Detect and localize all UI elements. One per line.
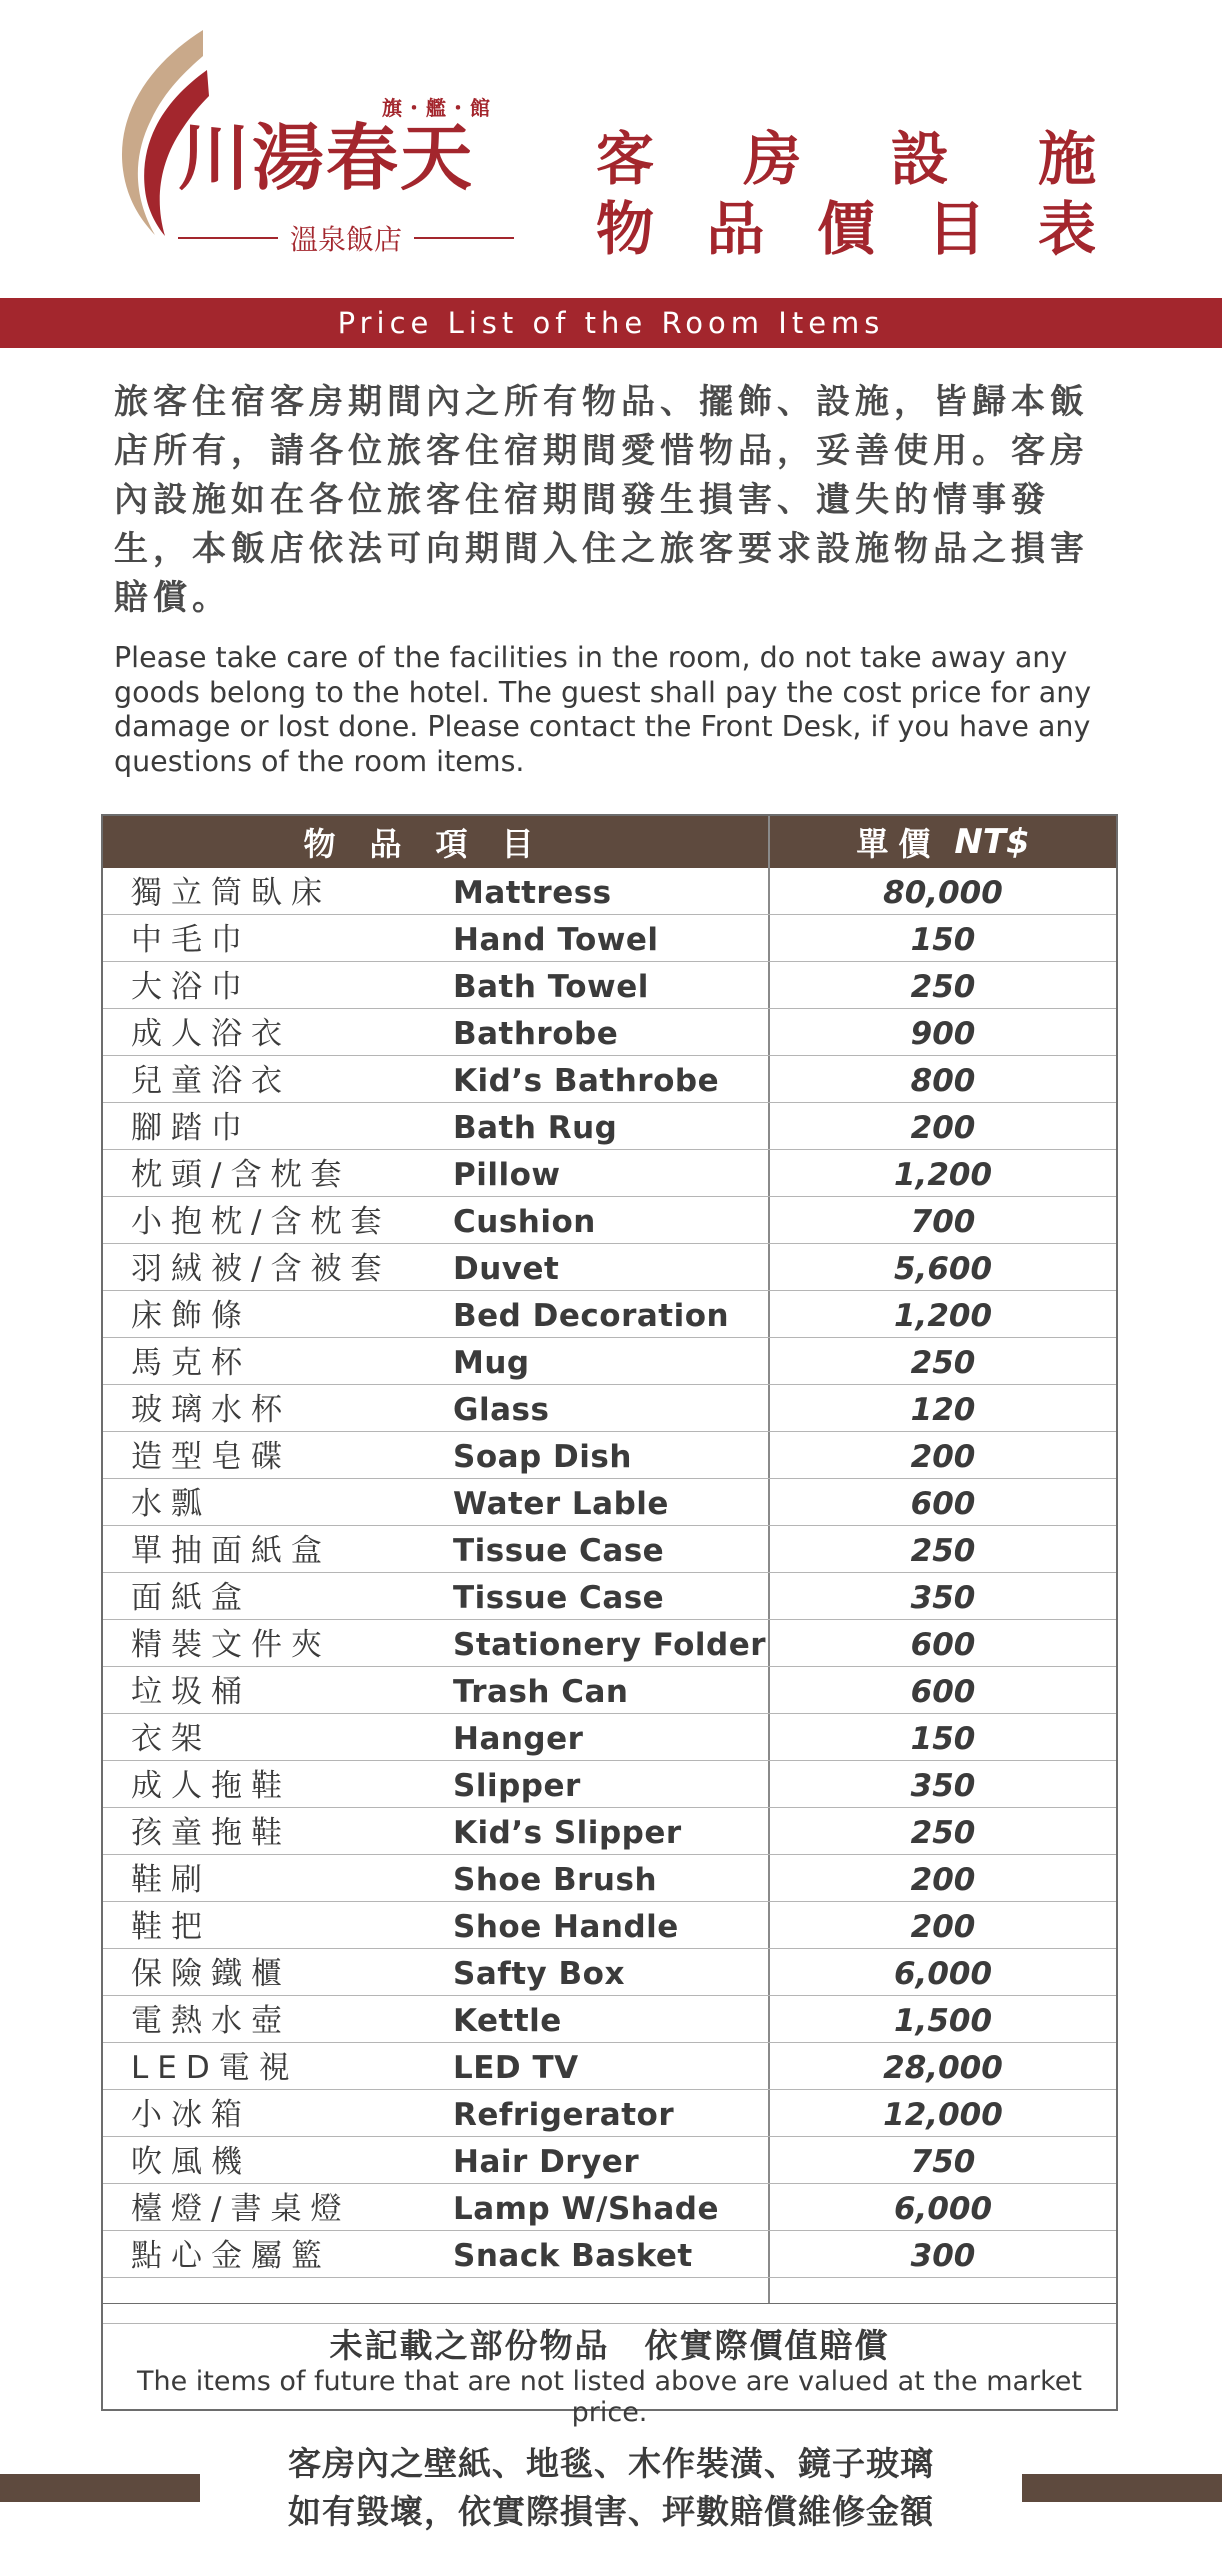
item-name-en: Glass: [453, 1392, 550, 1428]
item-name-zh: 腳踏巾: [131, 1110, 251, 1146]
footer-notice: [200, 2440, 1022, 2536]
table-row: [103, 1667, 1116, 1714]
currency-label: NT$: [954, 822, 1030, 862]
banner-price-list: Price List of the Room Items: [0, 298, 1222, 348]
item-price: 1,200: [893, 1298, 993, 1334]
table-header: [103, 816, 1116, 868]
column-header-item: 物品項目: [303, 825, 568, 863]
item-name-en: Hanger: [453, 1721, 584, 1757]
item-name-en: Soap Dish: [453, 1439, 632, 1475]
item-price: 150: [910, 922, 976, 958]
item-name-en: Kid’s Bathrobe: [453, 1063, 720, 1099]
table-row: [103, 1291, 1116, 1338]
item-name-zh: 中毛巾: [131, 922, 251, 958]
table-row: [103, 1244, 1116, 1291]
item-name-zh: 吹風機: [131, 2144, 251, 2180]
table-row: [103, 2090, 1116, 2137]
item-name-en: Tissue Case: [453, 1580, 665, 1616]
item-name-en: Refrigerator: [453, 2097, 675, 2133]
item-name-en: Cushion: [453, 1204, 596, 1240]
item-name-zh: 水瓢: [131, 1486, 211, 1522]
table-row: [103, 962, 1116, 1009]
item-name-en: Lamp W/Shade: [453, 2191, 720, 2227]
column-header-price: [770, 816, 1116, 868]
item-price: 250: [910, 969, 976, 1005]
brand-subtitle-text: 溫泉飯店: [290, 223, 403, 256]
item-price: 80,000: [883, 875, 1003, 911]
item-name-en: Tissue Case: [453, 1533, 665, 1569]
table-row: [103, 2231, 1116, 2278]
item-name-en: Mattress: [453, 875, 612, 911]
item-name-zh: 造型皂碟: [131, 1439, 291, 1475]
item-name-zh: 電熱水壺: [131, 2003, 291, 2039]
item-name-zh: LED電視: [131, 2050, 299, 2086]
item-name-en: Bath Towel: [453, 969, 649, 1005]
title-char: 價: [816, 195, 875, 263]
table-row: [103, 1855, 1116, 1902]
item-price: 750: [910, 2144, 976, 2180]
item-name-en: Snack Basket: [453, 2238, 693, 2274]
item-name-zh: 枕頭/含枕套: [131, 1157, 351, 1193]
item-price: 600: [910, 1674, 976, 1710]
item-name-zh: 保險鐵櫃: [131, 1956, 291, 1992]
item-price: 150: [910, 1721, 976, 1757]
title-char: 施: [1037, 125, 1096, 193]
table-row: [103, 1197, 1116, 1244]
table-row: [103, 1479, 1116, 1526]
item-price: 200: [910, 1439, 976, 1475]
item-name-zh: 成人拖鞋: [131, 1768, 291, 1804]
item-name-zh: 成人浴衣: [131, 1016, 291, 1052]
item-price: 600: [910, 1486, 976, 1522]
item-price: 200: [910, 1862, 976, 1898]
item-name-zh: 床飾條: [131, 1298, 251, 1334]
item-price: 6,000: [893, 1956, 993, 1992]
item-price: 5,600: [893, 1251, 993, 1287]
title-char: 表: [1037, 195, 1096, 263]
table-row: [103, 1808, 1116, 1855]
brand-tagline: 旗・艦・館: [382, 96, 492, 120]
item-name-zh: 鞋把: [131, 1909, 211, 1945]
footer-line-2: 如有毀壞，依實際損害、坪數賠償維修金額: [288, 2492, 934, 2531]
price-table: [101, 814, 1118, 2428]
table-row: [103, 1103, 1116, 1150]
table-row: [103, 1996, 1116, 2043]
page-title-line-1: [596, 125, 1096, 193]
item-price: 800: [910, 1063, 976, 1099]
item-name-zh: 羽絨被/含被套: [131, 1251, 391, 1287]
item-price: 28,000: [883, 2050, 1003, 2086]
item-name-en: Bed Decoration: [453, 1298, 730, 1334]
item-name-en: Slipper: [453, 1768, 581, 1804]
table-row: [103, 868, 1116, 915]
intro-chinese: 旅客住宿客房期間內之所有物品、擺飾、設施，皆歸本飯店所有，請各位旅客住宿期間愛惜物品，妥善使用。客房內設施如在各位旅客住宿期間發生損害、遺失的情事發生，本飯店依法可向期間入住之旅客要求設施物品之損害賠償。: [114, 382, 1089, 618]
item-name-en: Shoe Handle: [453, 1909, 679, 1945]
note-chinese: 未記載之部份物品 依實際價值賠償: [329, 2326, 890, 2365]
table-row: [103, 1009, 1116, 1056]
item-name-en: Mug: [453, 1345, 530, 1381]
item-name-zh: 兒童浴衣: [131, 1063, 291, 1099]
item-name-zh: 單抽面紙盒: [131, 1533, 331, 1569]
item-name-en: Safty Box: [453, 1956, 625, 1992]
title-char: 設: [890, 125, 949, 193]
item-name-en: Kettle: [453, 2003, 562, 2039]
item-name-zh: 孩童拖鞋: [131, 1815, 291, 1851]
item-name-en: Water Lable: [453, 1486, 669, 1522]
item-price: 250: [910, 1815, 976, 1851]
item-price: 1,200: [893, 1157, 993, 1193]
table-row: [103, 2137, 1116, 2184]
item-price: 900: [910, 1016, 976, 1052]
table-row: [103, 1902, 1116, 1949]
item-price: 12,000: [883, 2097, 1003, 2133]
item-name-zh: 獨立筒臥床: [131, 875, 331, 911]
item-price: 350: [910, 1768, 976, 1804]
item-price: 1,500: [893, 2003, 993, 2039]
item-name-zh: 面紙盒: [131, 1580, 251, 1616]
item-name-en: Kid’s Slipper: [453, 1815, 682, 1851]
table-note: [103, 2303, 1116, 2428]
note-english: The items of future that are not listed above are valued at the market price.: [136, 2366, 1083, 2428]
item-name-zh: 精裝文件夾: [131, 1627, 331, 1663]
table-row: [103, 1714, 1116, 1761]
item-name-zh: 小抱枕/含枕套: [131, 1204, 391, 1240]
price-header-label: 單價: [856, 825, 941, 863]
table-row: [103, 1385, 1116, 1432]
item-name-zh: 大浴巾: [131, 969, 251, 1005]
item-price: 200: [910, 1110, 976, 1146]
title-char: 目: [927, 195, 986, 263]
divider: [178, 237, 278, 239]
item-name-en: Hand Towel: [453, 922, 659, 958]
item-price: 600: [910, 1627, 976, 1663]
item-name-en: Pillow: [453, 1157, 561, 1193]
page-title-line-2: [596, 195, 1096, 263]
item-name-en: Stationery Folder: [453, 1627, 767, 1663]
item-name-en: Hair Dryer: [453, 2144, 640, 2180]
brand-name: 川湯春天: [178, 115, 475, 200]
table-row: [103, 1620, 1116, 1667]
footer-bar-right: [1022, 2474, 1222, 2502]
table-row: [103, 1573, 1116, 1620]
item-price: 700: [910, 1204, 976, 1240]
item-name-zh: 點心金屬籃: [131, 2238, 331, 2274]
table-row: [103, 1338, 1116, 1385]
table-row: [103, 1432, 1116, 1479]
brand-subtitle: [178, 218, 514, 258]
item-price: 120: [910, 1392, 976, 1428]
item-name-en: Trash Can: [453, 1674, 629, 1710]
item-name-en: Shoe Brush: [453, 1862, 658, 1898]
title-char: 物: [596, 195, 655, 263]
item-name-zh: 檯燈/書桌燈: [131, 2191, 351, 2227]
table-row: [103, 915, 1116, 962]
item-name-en: Duvet: [453, 1251, 560, 1287]
item-name-en: LED TV: [453, 2050, 579, 2086]
item-name-zh: 玻璃水杯: [131, 1392, 291, 1428]
divider: [414, 237, 514, 239]
item-price: 250: [910, 1533, 976, 1569]
item-price: 200: [910, 1909, 976, 1945]
item-price: 250: [910, 1345, 976, 1381]
table-row: [103, 1526, 1116, 1573]
intro-english: Please take care of the facilities in the room, do not take away any goods belong to the hotel. The guest shall pay the cost price for any damage or lost done. Please contact the Front Desk, if you have any questions of the room items.: [114, 641, 1092, 778]
item-price: 6,000: [893, 2191, 993, 2227]
table-row: [103, 1949, 1116, 1996]
item-name-zh: 衣架: [131, 1721, 211, 1757]
item-name-zh: 小冰箱: [131, 2097, 251, 2133]
table-row: [103, 2043, 1116, 2090]
item-name-zh: 鞋刷: [131, 1862, 211, 1898]
table-body: [103, 868, 1116, 2324]
item-name-zh: 馬克杯: [131, 1345, 251, 1381]
item-price: 300: [910, 2238, 976, 2274]
title-char: 房: [743, 125, 802, 193]
item-name-en: Bathrobe: [453, 1016, 619, 1052]
table-row: [103, 1150, 1116, 1197]
footer-line-1: 客房內之壁紙、地毯、木作裝潢、鏡子玻璃: [288, 2444, 934, 2483]
item-name-zh: 垃圾桶: [131, 1674, 251, 1710]
item-name-en: Bath Rug: [453, 1110, 618, 1146]
footer-bar-left: [0, 2474, 200, 2502]
title-char: 客: [596, 125, 655, 193]
table-row: [103, 2184, 1116, 2231]
table-row: [103, 1056, 1116, 1103]
table-row: [103, 1761, 1116, 1808]
title-char: 品: [706, 195, 765, 263]
item-price: 350: [910, 1580, 976, 1616]
